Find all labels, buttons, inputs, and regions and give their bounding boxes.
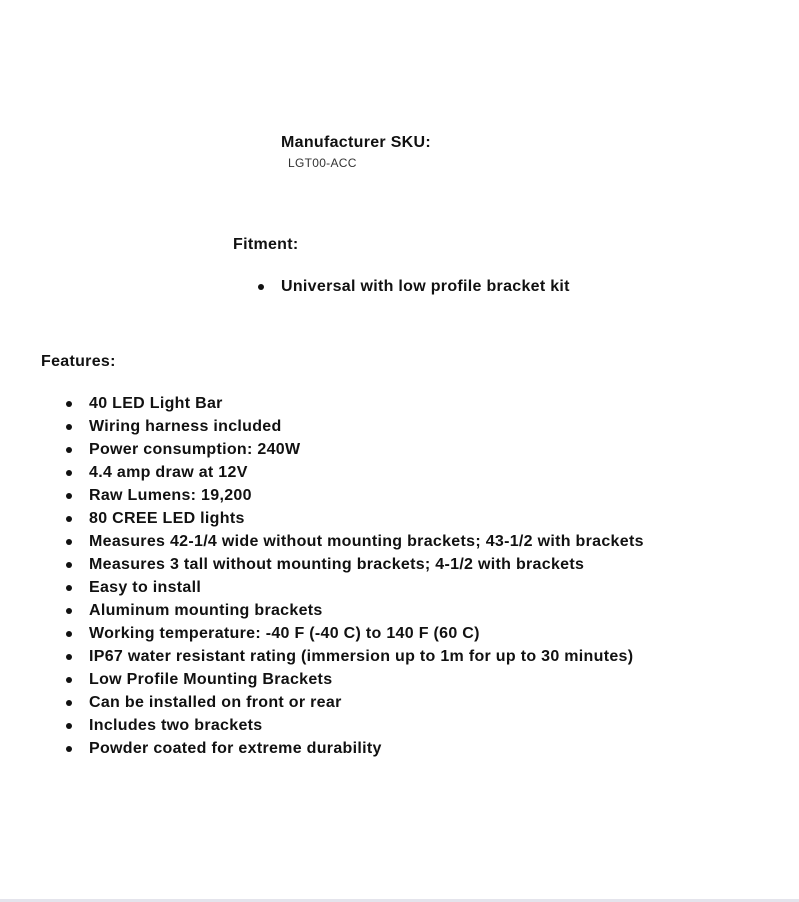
bullet-icon: [66, 631, 72, 637]
features-list: [66, 392, 644, 760]
features-heading: Features:: [41, 353, 116, 370]
feature-item-text: Easy to install: [89, 578, 202, 596]
feature-item-text: Aluminum mounting brackets: [89, 601, 323, 619]
feature-item: [66, 438, 644, 461]
feature-item-text: Power consumption: 240W: [89, 440, 301, 458]
bullet-icon: [66, 470, 72, 476]
fitment-list: [258, 275, 570, 298]
fitment-heading: Fitment:: [233, 236, 299, 253]
feature-item: [66, 530, 644, 553]
feature-item: [66, 622, 644, 645]
feature-item-text: Wiring harness included: [89, 417, 282, 435]
bullet-icon: [66, 447, 72, 453]
feature-item: [66, 415, 644, 438]
bullet-icon: [258, 284, 264, 290]
feature-item-text: 80 CREE LED lights: [89, 509, 245, 527]
feature-item-text: 40 LED Light Bar: [89, 394, 223, 412]
feature-item: [66, 553, 644, 576]
bullet-icon: [66, 562, 72, 568]
feature-item-text: Low Profile Mounting Brackets: [89, 670, 333, 688]
bullet-icon: [66, 401, 72, 407]
bullet-icon: [66, 516, 72, 522]
feature-item-text: Includes two brackets: [89, 716, 263, 734]
feature-item: [66, 645, 644, 668]
bullet-icon: [66, 424, 72, 430]
bullet-icon: [66, 608, 72, 614]
bullet-icon: [66, 723, 72, 729]
feature-item-text: Measures 42-1/4 wide without mounting brackets; 43-1/2 with brackets: [89, 532, 644, 550]
feature-item-text: 4.4 amp draw at 12V: [89, 463, 248, 481]
bullet-icon: [66, 493, 72, 499]
feature-item: [66, 599, 644, 622]
bullet-icon: [66, 677, 72, 683]
feature-item: [66, 737, 644, 760]
feature-item-text: Raw Lumens: 19,200: [89, 486, 252, 504]
feature-item-text: IP67 water resistant rating (immersion up to 1m for up to 30 minutes): [89, 647, 634, 665]
feature-item: [66, 576, 644, 599]
feature-item-text: Working temperature: -40 F (-40 C) to 140 F (60 C): [89, 624, 480, 642]
bullet-icon: [66, 654, 72, 660]
bullet-icon: [66, 746, 72, 752]
bullet-icon: [66, 539, 72, 545]
feature-item-text: Measures 3 tall without mounting brackets; 4-1/2 with brackets: [89, 555, 585, 573]
feature-item-text: Powder coated for extreme durability: [89, 739, 382, 757]
manufacturer-sku-label: Manufacturer SKU:: [281, 134, 432, 151]
feature-item: [66, 507, 644, 530]
bullet-icon: [66, 585, 72, 591]
feature-item: [66, 484, 644, 507]
feature-item: [66, 461, 644, 484]
manufacturer-sku-value: LGT00-ACC: [288, 156, 357, 170]
fitment-item: [258, 275, 570, 298]
feature-item: [66, 714, 644, 737]
feature-item: [66, 691, 644, 714]
fitment-item-text: Universal with low profile bracket kit: [281, 277, 570, 295]
bullet-icon: [66, 700, 72, 706]
feature-item: [66, 392, 644, 415]
feature-item-text: Can be installed on front or rear: [89, 693, 342, 711]
feature-item: [66, 668, 644, 691]
